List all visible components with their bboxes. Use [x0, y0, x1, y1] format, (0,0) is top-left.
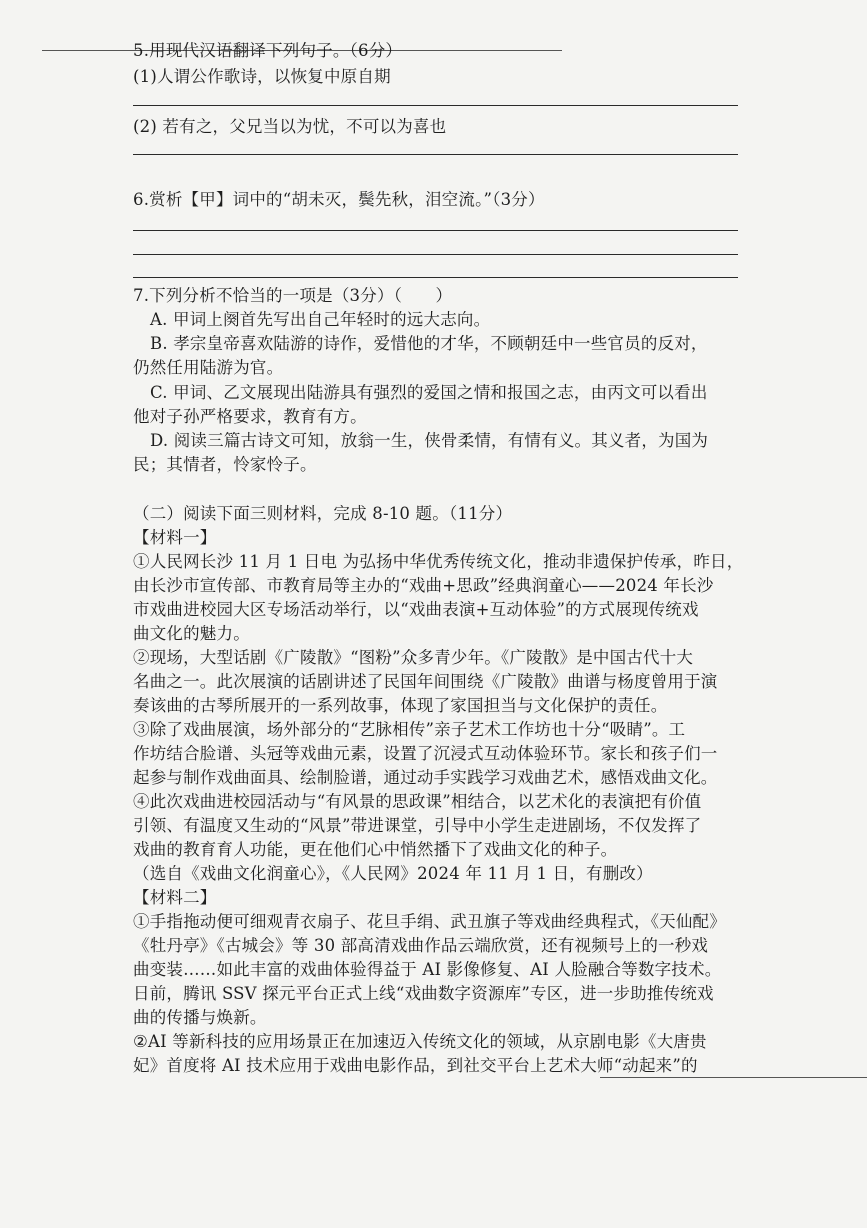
- material-1-line: 作坊结合脸谱、头冠等戏曲元素，设置了沉浸式互动体验环节。家长和孩子们一: [133, 744, 718, 763]
- question-6-title: 6.赏析【甲】词中的“胡未灭，鬓先秋，泪空流。”（3分）: [133, 190, 545, 209]
- material-1-line: 戏曲的教育育人功能，更在他们心中悄然播下了戏曲文化的种子。: [133, 840, 618, 859]
- page-edge-line-bottom: [600, 1077, 867, 1078]
- question-5-item-1: (1)人谓公作歌诗，以恢复中原自期: [133, 67, 391, 86]
- material-1-line: 奏该曲的古琴所展开的一系列故事，体现了家国担当与文化保护的责任。: [133, 696, 668, 715]
- material-1-line: 起参与制作戏曲面具、绘制脸谱，通过动手实践学习戏曲艺术，感悟戏曲文化。: [133, 768, 718, 787]
- answer-line[interactable]: [133, 105, 738, 106]
- option-b: B. 孝宗皇帝喜欢陆游的诗作，爱惜他的才华，不顾朝廷中一些官员的反对，: [150, 334, 708, 353]
- option-b-continued: 仍然任用陆游为官。: [133, 358, 284, 377]
- material-1-line: 曲文化的魅力。: [133, 624, 250, 643]
- material-1-line: ①人民网长沙 11 月 1 日电 为弘扬中华优秀传统文化，推动非遗保护传承，昨日，: [133, 552, 744, 571]
- option-c: C. 甲词、乙文展现出陆游具有强烈的爱国之情和报国之志，由丙文可以看出: [150, 383, 708, 402]
- question-5-item-2: (2) 若有之，父兄当以为忧，不可以为喜也: [133, 117, 447, 136]
- material-1-line: 引领、有温度又生动的“风景”带进课堂，引导中小学生走进剧场，不仅发挥了: [133, 816, 702, 835]
- material-2-line: ①手指拖动便可细观青衣扇子、花旦手绢、武丑旗子等戏曲经典程式，《天仙配》: [133, 912, 726, 931]
- material-1-line: 市戏曲进校园大区专场活动举行，以“戏曲表演+互动体验”的方式展现传统戏: [133, 600, 699, 619]
- material-1-line: ④此次戏曲进校园活动与“有风景的思政课”相结合，以艺术化的表演把有价值: [133, 792, 702, 811]
- question-5-title: 5.用现代汉语翻译下列句子。（6分）: [133, 41, 403, 60]
- material-1-line: ②现场，大型话剧《广陵散》“图粉”众多青少年。《广陵散》是中国古代十大: [133, 648, 694, 667]
- answer-line[interactable]: [133, 277, 738, 278]
- material-1-line: 由长沙市宣传部、市教育局等主办的“戏曲+思政”经典润童心——2024 年长沙: [133, 576, 714, 595]
- option-d-continued: 民；其情者，怜家怜子。: [133, 455, 317, 474]
- material-2-line: ②AI 等新科技的应用场景正在加速迈入传统文化的领域，从京剧电影《大唐贵: [133, 1032, 707, 1051]
- material-1-source: （选自《戏曲文化润童心》，《人民网》2024 年 11 月 1 日，有删改）: [133, 864, 653, 883]
- answer-line[interactable]: [133, 154, 738, 155]
- question-7-title: 7.下列分析不恰当的一项是（3分）（ ）: [133, 286, 453, 305]
- material-1-line: 名曲之一。此次展演的话剧讲述了民国年间围绕《广陵散》曲谱与杨度曾用于演: [133, 672, 718, 691]
- answer-line[interactable]: [133, 254, 738, 255]
- material-2-line: 日前，腾讯 SSV 探元平台正式上线“戏曲数字资源库”专区，进一步助推传统戏: [133, 984, 714, 1003]
- material-2-line: 《牡丹亭》《古城会》等 30 部高清戏曲作品云端欣赏，还有视频号上的一秒戏: [133, 936, 709, 955]
- section-2-heading: （二）阅读下面三则材料，完成 8-10 题。（11分）: [133, 504, 513, 523]
- option-d: D. 阅读三篇古诗文可知，放翁一生，侠骨柔情，有情有义。其义者，为国为: [150, 431, 709, 450]
- answer-line[interactable]: [133, 230, 738, 231]
- material-2-line: 妃》首度将 AI 技术应用于戏曲电影作品，到社交平台上艺术大师“动起来”的: [133, 1056, 698, 1075]
- option-a: A. 甲词上阕首先写出自己年轻时的远大志向。: [150, 310, 491, 329]
- option-c-continued: 他对子孙严格要求，教育有方。: [133, 407, 367, 426]
- material-1-label: 【材料一】: [133, 528, 217, 547]
- material-2-line: 曲的传播与焕新。: [133, 1008, 267, 1027]
- material-1-line: ③除了戏曲展演，场外部分的“艺脉相传”亲子艺术工作坊也十分“吸睛”。工: [133, 720, 686, 739]
- material-2-line: 曲变装……如此丰富的戏曲体验得益于 AI 影像修复、AI 人脸融合等数字技术。: [133, 960, 722, 979]
- material-2-label: 【材料二】: [133, 888, 217, 907]
